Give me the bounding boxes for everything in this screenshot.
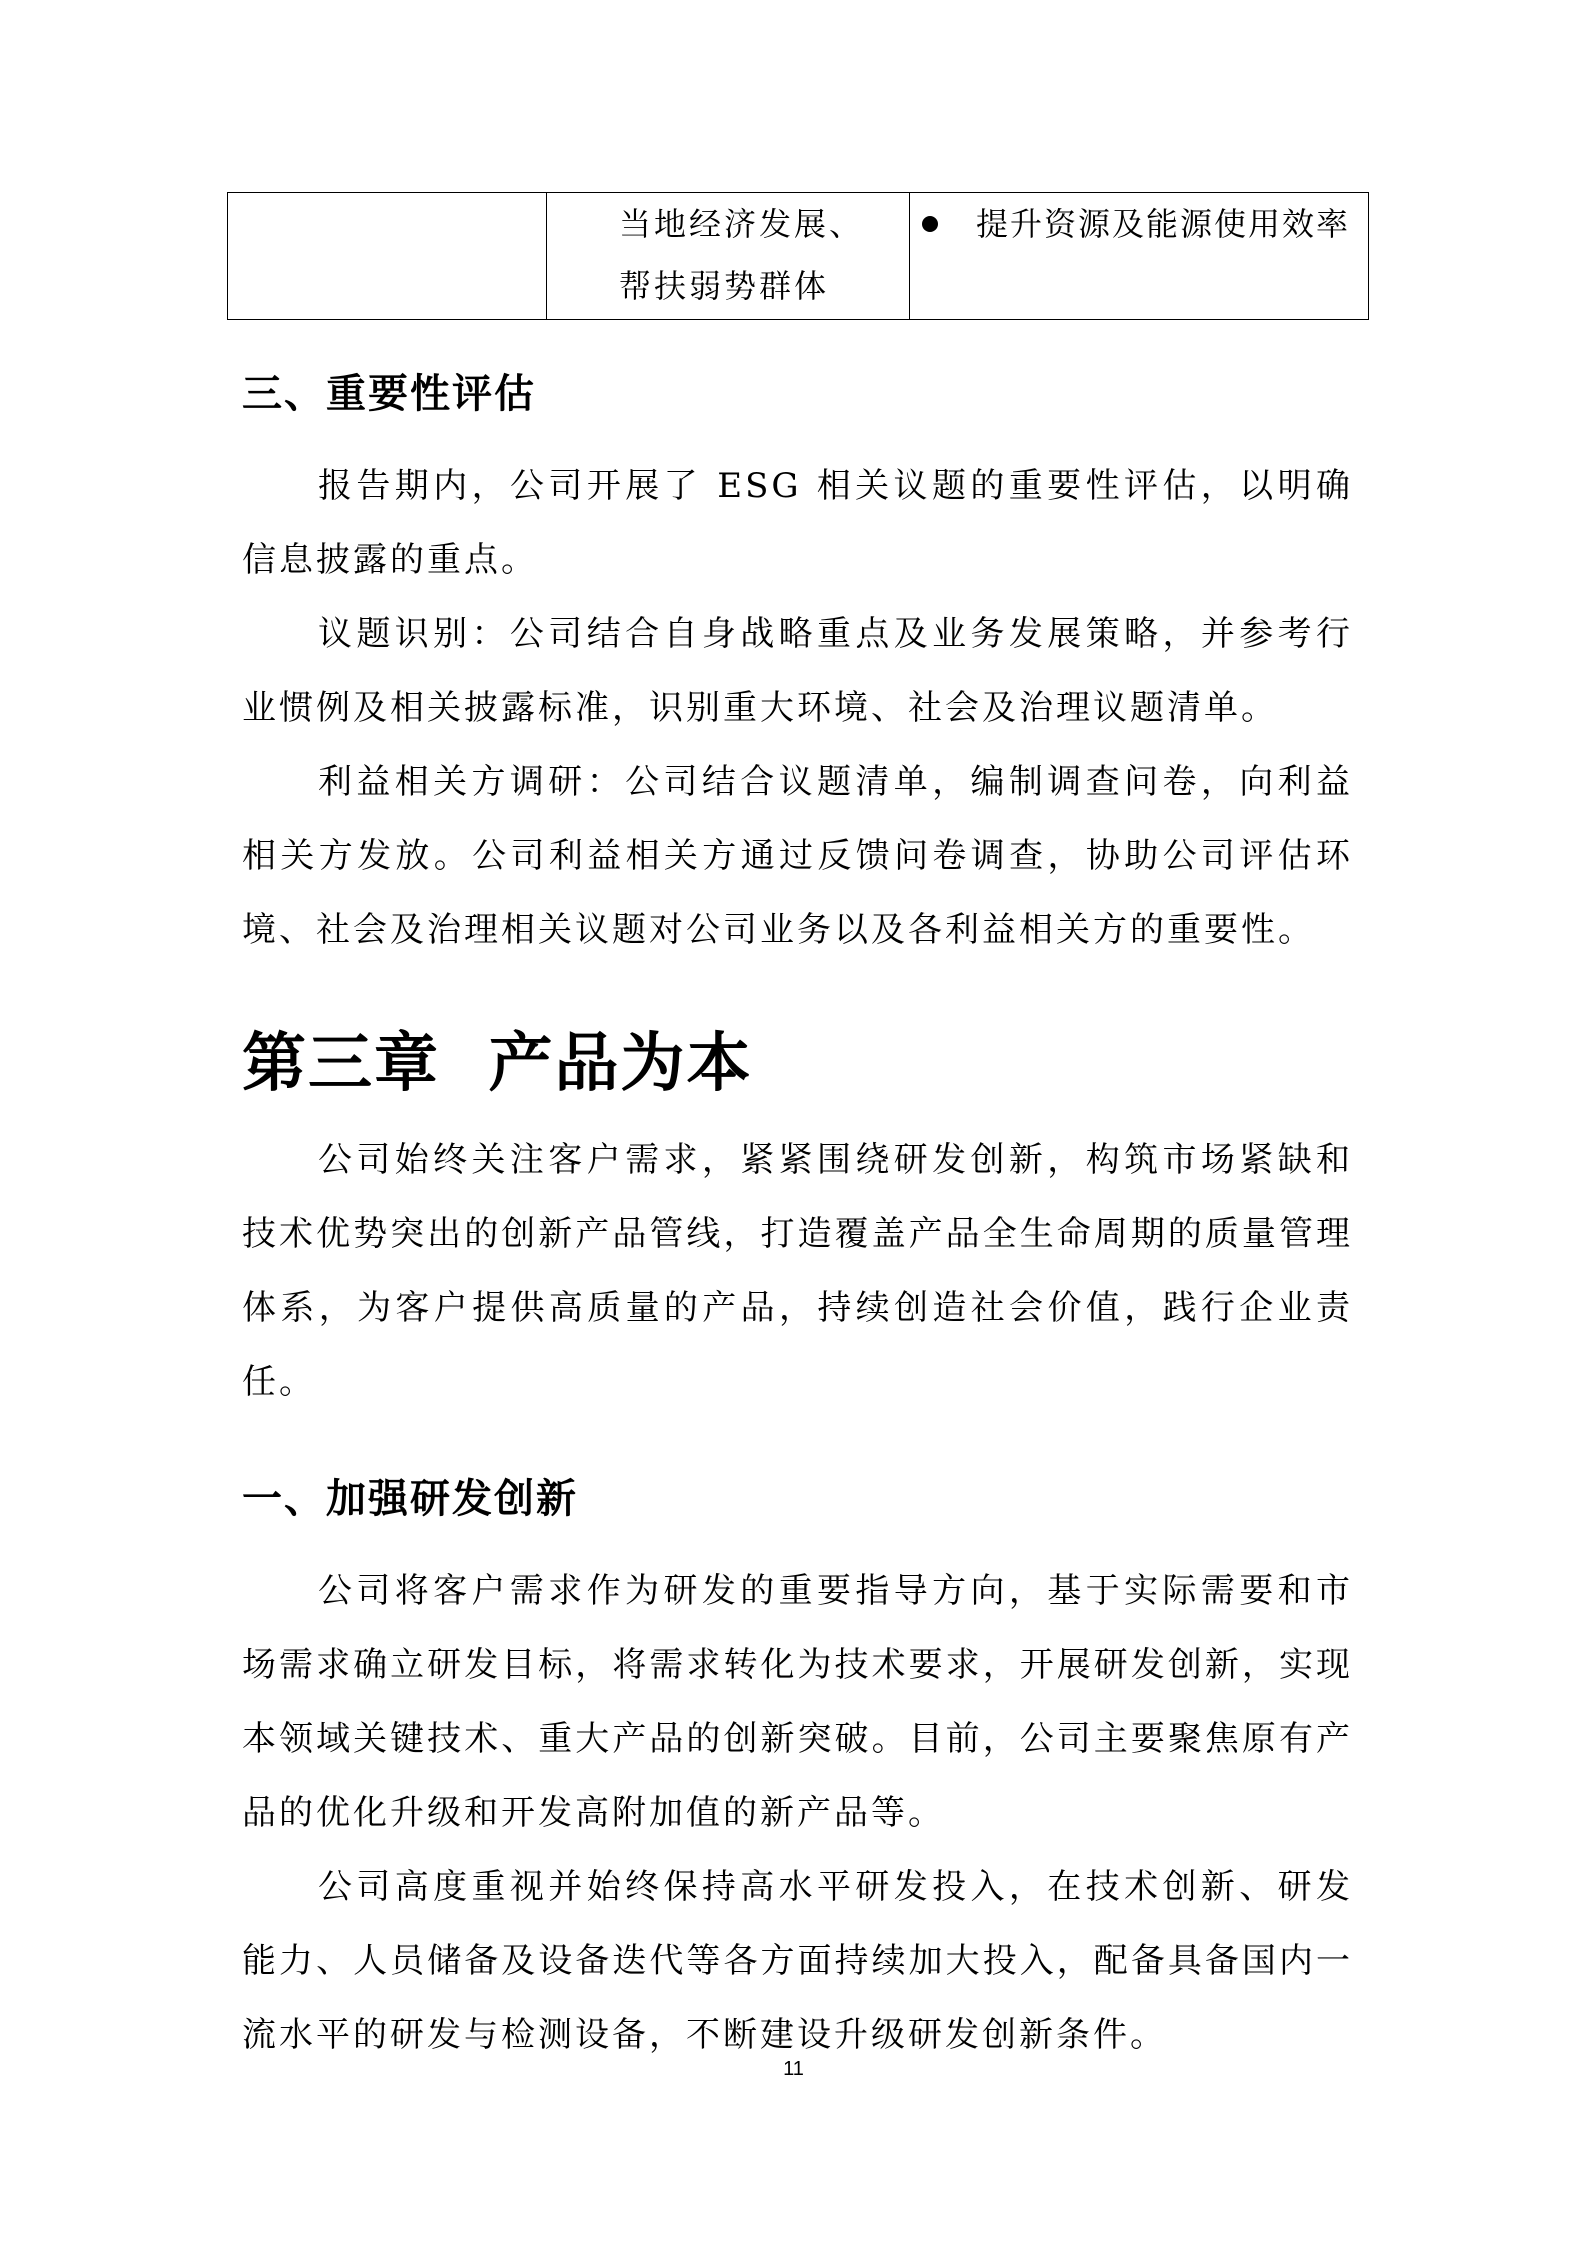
bullet-item-text: 提升资源及能源使用效率 [976,205,1351,243]
paragraph: 报告期内，公司开展了 ESG 相关议题的重要性评估，以明确信息披露的重点。 [242,466,1353,580]
table-continuation [227,192,1369,320]
table-row [228,193,1369,320]
page-number: 11 [783,2058,804,2080]
paragraph: 利益相关方调研：公司结合议题清单，编制调查问卷，向利益相关方发放。公司利益相关方通过反馈问卷调查，协助公司评估环境、社会及治理相关议题对公司业务以及各利益相关方的重要性。 [242,762,1353,950]
chapter-title: 第三章 产品为本 [242,1027,753,1101]
table-cell-empty [228,193,547,320]
paragraph: 公司将客户需求作为研发的重要指导方向，基于实际需要和市场需求确立研发目标，将需求转化为技术要求，开展研发创新，实现本领域关键技术、重大产品的创新突破。目前，公司主要聚焦原有产品的优化升级和开发高附加值的新产品等。 [242,1571,1353,1833]
table-cell-community [547,193,910,320]
bullet-item [910,193,1368,255]
bullet-icon [922,216,938,232]
section-heading-materiality: 三、重要性评估 [242,371,536,417]
table-cell-text: 当地经济发展、帮扶弱势群体 [619,205,865,305]
paragraph: 公司始终关注客户需求，紧紧围绕研发创新，构筑市场紧缺和技术优势突出的创新产品管线，打造覆盖产品全生命周期的质量管理体系，为客户提供高质量的产品，持续创造社会价值，践行企业责任。 [242,1140,1353,1402]
paragraph: 公司高度重视并始终保持高水平研发投入，在技术创新、研发能力、人员储备及设备迭代等各方面持续加大投入，配备具备国内一流水平的研发与检测设备，不断建设升级研发创新条件。 [242,1867,1353,2055]
paragraph: 议题识别：公司结合自身战略重点及业务发展策略，并参考行业惯例及相关披露标准，识别重大环境、社会及治理议题清单。 [242,614,1353,728]
table-cell-environment [910,193,1369,320]
section-heading-rnd: 一、加强研发创新 [242,1476,578,1522]
